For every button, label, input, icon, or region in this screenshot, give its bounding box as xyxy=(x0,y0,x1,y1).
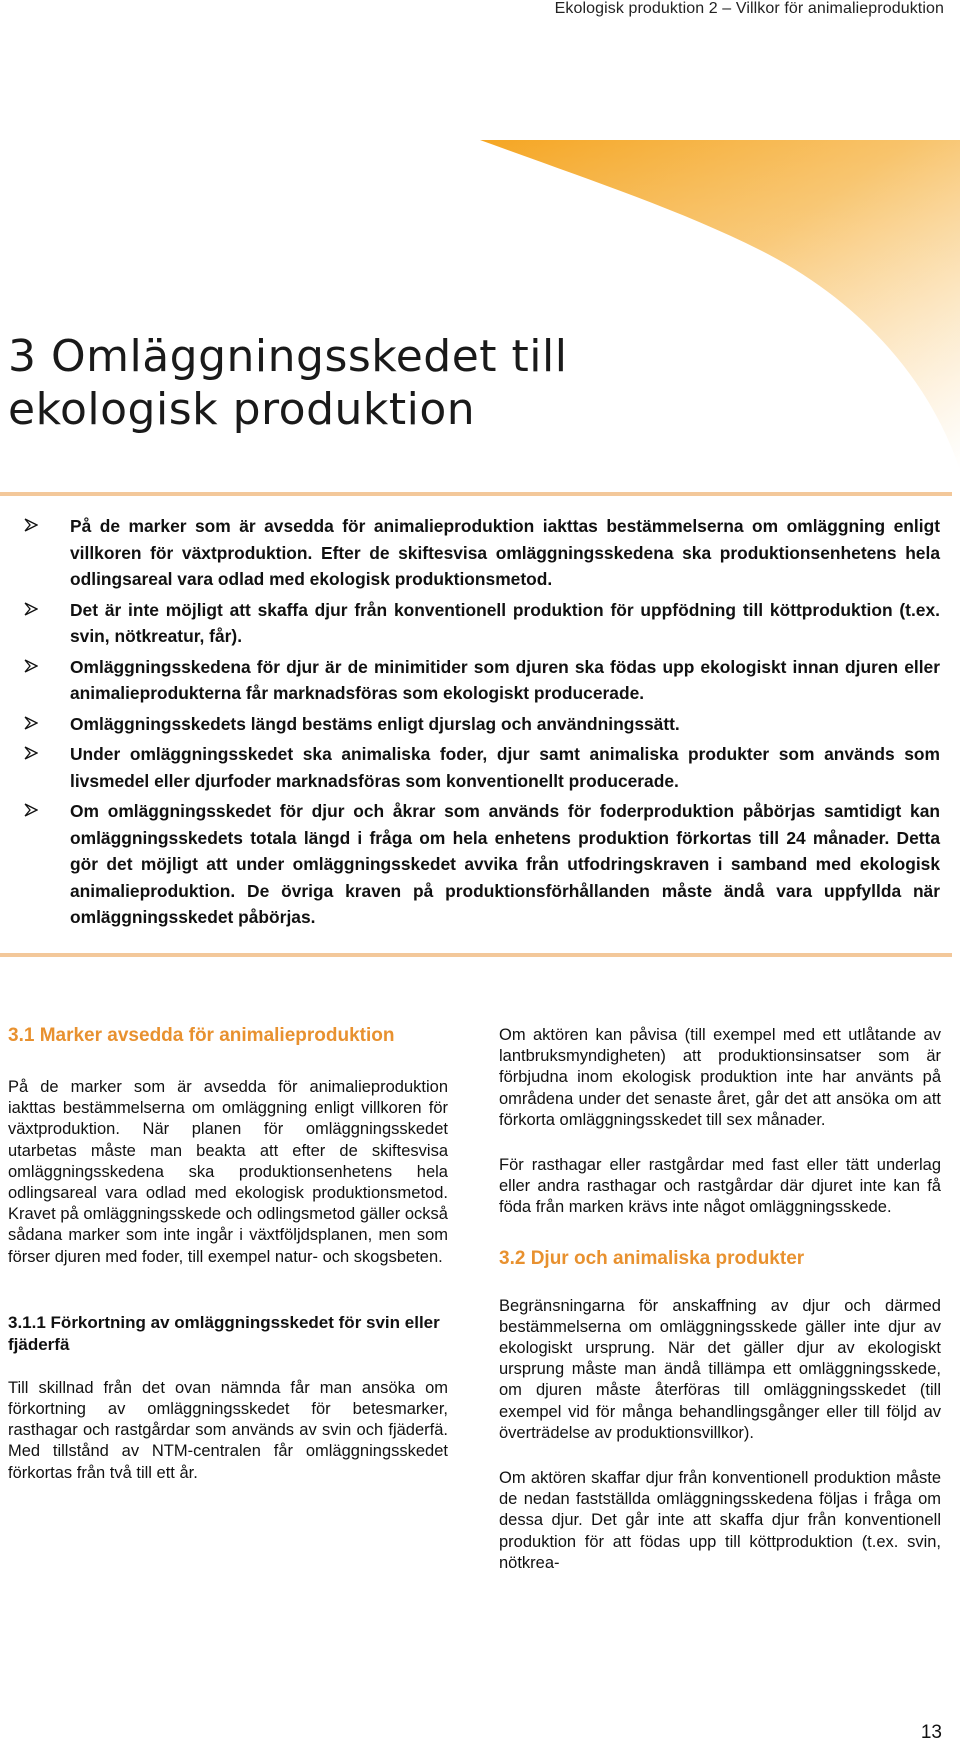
summary-bullet-text: Omläggningsskedets längd bestäms enligt djurslag och användningssätt. xyxy=(70,713,680,734)
summary-bullet xyxy=(20,798,940,931)
summary-bullet-text: Under omläggningsskedet ska animaliska foder, djur samt animaliska produkter som används som livsmedel eller djurfoder marknadsföras som konventionellt producerade. xyxy=(70,744,940,791)
section-number: 3.1 xyxy=(8,1025,35,1046)
summary-bullet xyxy=(20,654,940,707)
section-title: Marker avsedda för animalieproduktion xyxy=(39,1025,395,1046)
section-3-1-body: På de marker som är avsedda för animalieproduktion iakttas bestämmelserna om omläggning enligt villkoren för växtproduktion. När planen för omläggningsskedet utarbetas måste man beakta att efter de skiftesvisa omläggningsskedena ska produktionsenhetens hela odlingsareal vara odlad med ekologisk produktionsmetod. Kravet på omläggningsskede och odlingsmetod gäller också sådana marker som inte ingår i växtföljdsplanen, men som förser djuren med foder, till exempel natur- och skogsbeten. xyxy=(8,1078,448,1266)
summary-bullet-list xyxy=(20,513,940,935)
right-paragraph-1: Om aktören kan påvisa (till exempel med ett utlåtande av lantbruksmyndigheten) att produktionsinsatser som är förbjudna inom ekologisk produktion inte har använts på områdena under det senaste året, går det att ansöka om att förkorta omläggningsskedet till sex månader. xyxy=(499,1026,941,1129)
section-3-1-heading xyxy=(8,1024,448,1047)
summary-bullet-text: På de marker som är avsedda för animalieproduktion iakttas bestämmelserna om omläggning enligt villkoren för växtproduktion. Efter de skiftesvisa omläggningsskedena ska produktionsenhetens hela odlingsareal vara odlad med ekologisk produktionsmetod. xyxy=(70,516,940,589)
section-3-1-1-body: Till skillnad från det ovan nämnda får man ansöka om förkortning av omläggningsskedet för betesmarker, rasthagar och rastgårdar som används av svin och fjäderfä. Med tillstånd av NTM-centralen får omläggningsskedet förkortas från två till ett år. xyxy=(8,1378,448,1482)
summary-bullet xyxy=(20,741,940,794)
arrowhead-bullet-icon xyxy=(24,602,38,616)
summary-bullet-text: Omläggningsskedena för djur är de minimitider som djuren ska födas upp ekologiskt innan djuren eller animalieprodukterna får marknadsföras som ekologiskt producerade. xyxy=(70,656,940,703)
right-paragraph-2: För rasthagar eller rastgårdar med fast eller tätt underlag eller andra rasthagar och rastgårdar där djuret inte kan få föda från marken krävs inte något omläggningsskede. xyxy=(499,1156,941,1217)
summary-bullet xyxy=(20,711,940,738)
section-number: 3.2 xyxy=(499,1247,526,1269)
subsection-number: 3.1.1 xyxy=(8,1312,46,1332)
section-3-2-heading xyxy=(499,1247,941,1270)
running-header: Ekologisk produktion 2 – Villkor för animalieproduktion xyxy=(554,0,944,17)
arrowhead-bullet-icon xyxy=(24,803,38,817)
section-3-2-paragraph-2: Om aktören skaffar djur från konventionell produktion måste de nedan fastställda omläggningsskedena följas i fråga om dessa djur. Det går inte att skaffa djur från konventionell produktion för att födas upp till köttproduktion (t.ex. svin, nötkrea- xyxy=(499,1469,941,1572)
section-3-1-1-heading xyxy=(8,1312,448,1356)
right-column xyxy=(499,1025,941,1574)
chapter-title-line1: 3 Omläggningsskedet till xyxy=(8,331,568,382)
summary-top-rule xyxy=(0,492,952,496)
left-column xyxy=(8,1024,448,1484)
page-number: 13 xyxy=(920,1722,942,1743)
section-3-2-paragraph-1: Begränsningarna för anskaffning av djur och därmed bestämmelserna om omläggningsskede gäller inte djur av ekologiskt ursprung. När det gäller djur av ekologiskt ursprung måste man ändå tillämpa ett omläggningsskede, om djuren måste återföras till omläggningsskedet (till exempel vid för många behandlingsgånger eller till följd av överträdelse av produktionsvillkor). xyxy=(499,1296,941,1442)
chapter-title xyxy=(8,330,567,436)
arrowhead-bullet-icon xyxy=(24,746,38,760)
section-title: Djur och animaliska produkter xyxy=(530,1247,805,1269)
arrowhead-bullet-icon xyxy=(24,518,38,532)
subsection-title: Förkortning av omläggningsskedet för svin eller fjäderfä xyxy=(8,1312,440,1354)
arrowhead-bullet-icon xyxy=(24,659,38,673)
summary-bottom-rule xyxy=(0,953,952,957)
summary-bullet xyxy=(20,513,940,593)
arrowhead-bullet-icon xyxy=(24,716,38,730)
summary-bullet-text: Om omläggningsskedet för djur och åkrar som används för foderproduktion påbörjas samtidigt kan omläggningsskedets totala längd i fråga om hela enhetens produktion förkortas till 24 månader. Detta gör det möjligt att under omläggningsskedet avvika från utfodringskraven i samband med ekologisk animalieproduktion. De övriga kraven på produktionsförhållanden måste ändå vara uppfyllda när omläggningsskedet påbörjas. xyxy=(70,801,940,927)
summary-bullet xyxy=(20,597,940,650)
chapter-title-line2: ekologisk produktion xyxy=(8,384,476,435)
summary-bullet-text: Det är inte möjligt att skaffa djur från konventionell produktion för uppfödning till köttproduktion (t.ex. svin, nötkreatur, får). xyxy=(70,599,940,646)
